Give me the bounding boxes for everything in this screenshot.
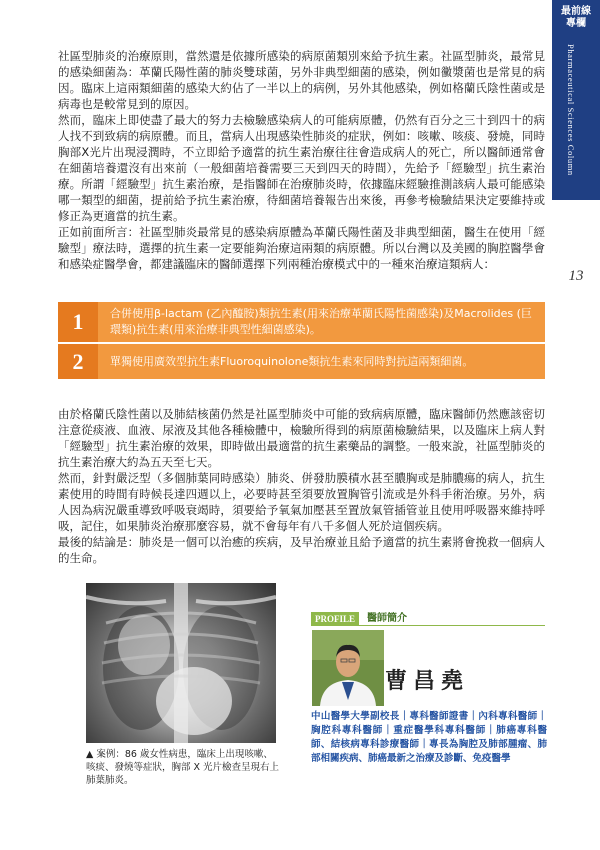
profile-tag: PROFILE — [311, 612, 359, 626]
doctor-photo-drawing — [312, 630, 384, 706]
column-tab-title-line2: 專欄 — [566, 18, 586, 29]
column-tab-subtitle: Pharmaceutical Sciences Column — [566, 44, 576, 176]
treatment-option-2-number: 2 — [58, 344, 98, 379]
doctor-bio: 中山醫學大學副校長｜專科醫師證書｜內科專科醫師｜胸腔科專科醫師｜重症醫學科專科醫師｜肺癌專科醫師、結核病專科診療醫師｜專長為胸腔及肺部腫瘤、肺部相關疾病、肺癌最新之治療及診斷、免疫醫學 — [311, 711, 547, 764]
paragraph-empirical-therapy: 然而，臨床上即使盡了最大的努力去檢驗感染病人的可能病原體，仍然有百分之三十到四十的病人找不到致病的病原體。而且，當病人出現感染性肺炎的症狀，例如：咳嗽、咳痰、發燒，同時胸部X光片出現浸潤時，不立即給予適當的抗生素治療往往會造成病人的死亡，所以醫師通常會在細菌培養還沒有出來前（一般細菌培養需要三天到四天的時間），先給予「經驗型」抗生素治療。所謂「經驗型」抗生素治療，是指醫師在治療肺炎時，依據臨床經驗推測該病人最可能感染哪一類型的細菌，提前給予抗生素治療，待細菌培養報告出來後，再參考檢驗結果決定要維持或修正為更適當的抗生素。 — [58, 113, 545, 223]
column-tab-title-line1: 最前線 — [561, 6, 591, 17]
paragraph-guidelines: 正如前面所言：社區型肺炎最常見的感染病原體為革蘭氏陽性菌及非典型細菌，醫生在使用「經驗型」療法時，選擇的抗生素一定要能夠治療這兩類的病原體。所以台灣以及美國的胸腔醫學會和感染症醫學會，都建議臨床的醫師選擇下列兩種治療模式中的一種來治療這類病人： — [58, 225, 545, 271]
treatment-option-1-text: 合併使用β-lactam (乙內醯胺)類抗生素(用來治療革蘭氏陽性菌感染)及Macrolides (巨環類)抗生素(用來治療非典型性細菌感染)。 — [110, 307, 532, 336]
xray-caption: ▲ 案例：86 歲女性病患，臨床上出現咳嗽、咳痰、發燒等症狀，胸部 X 光片檢查呈現右上肺葉肺炎。 — [86, 749, 280, 786]
profile-header — [311, 612, 545, 626]
paragraph-treatment-principle: 社區型肺炎的治療原則，當然還是依據所感染的病原菌類別來給予抗生素。社區型肺炎，最常見的感染細菌為：革蘭氏陽性菌的肺炎雙球菌，另外非典型細菌的感染，例如黴漿菌也是常見的病因。臨床上這兩類細菌的感染大約佔了一半以上的病例，另外其他感染，例如格蘭氏陰性菌或是病毒也是較常見到的原因。 — [58, 49, 545, 111]
doctor-photo — [312, 630, 384, 706]
treatment-option-2 — [58, 342, 545, 379]
treatment-option-1 — [58, 302, 545, 342]
paragraph-severe-cases: 然而，針對嚴泛型（多個肺葉同時感染）肺炎、併發肋膜積水甚至膿胸或是肺膿瘍的病人，抗生素使用的時間有時候長達四週以上，必要時甚至須要放置胸管引流或是外科手術治療。另外，病人因為病況嚴重導致呼吸衰竭時，須要給予氧氣加壓甚至置放氣管插管並且使用呼吸器來維持呼吸，記住，如果肺炎治療那麼容易，就不會每年有八千多個人死於這個疾病。 — [58, 471, 545, 533]
chest-xray-image — [86, 583, 276, 743]
paragraph-conclusion: 最後的結論是：肺炎是一個可以治癒的疾病，及早治療並且給予適當的抗生素將會挽救一個病人的生命。 — [58, 535, 545, 565]
treatment-option-2-text: 單獨使用廣效型抗生素Fluoroquinolone類抗生素來同時對抗這兩類細菌。 — [110, 355, 474, 368]
column-tab-title — [552, 6, 600, 30]
profile-title: 醫師簡介 — [367, 613, 407, 624]
treatment-option-1-number: 1 — [58, 302, 98, 342]
chest-xray-drawing — [86, 583, 276, 743]
column-tab — [552, 0, 600, 200]
doctor-name-signature: 曹昌堯 — [385, 668, 470, 694]
paragraph-monitoring: 由於格蘭氏陰性菌以及肺結核菌仍然是社區型肺炎中可能的致病病原體，臨床醫師仍然應該密切注意從痰液、血液、尿液及其他各種檢體中，檢驗所得到的病原菌檢驗結果，以及臨床上病人對「經驗型」抗生素治療的效果，即時做出最適當的抗生素藥品的調整。一般來說，社區型肺炎的抗生素治療大約為五天至七天。 — [58, 407, 545, 469]
page-number: 13 — [568, 268, 584, 284]
